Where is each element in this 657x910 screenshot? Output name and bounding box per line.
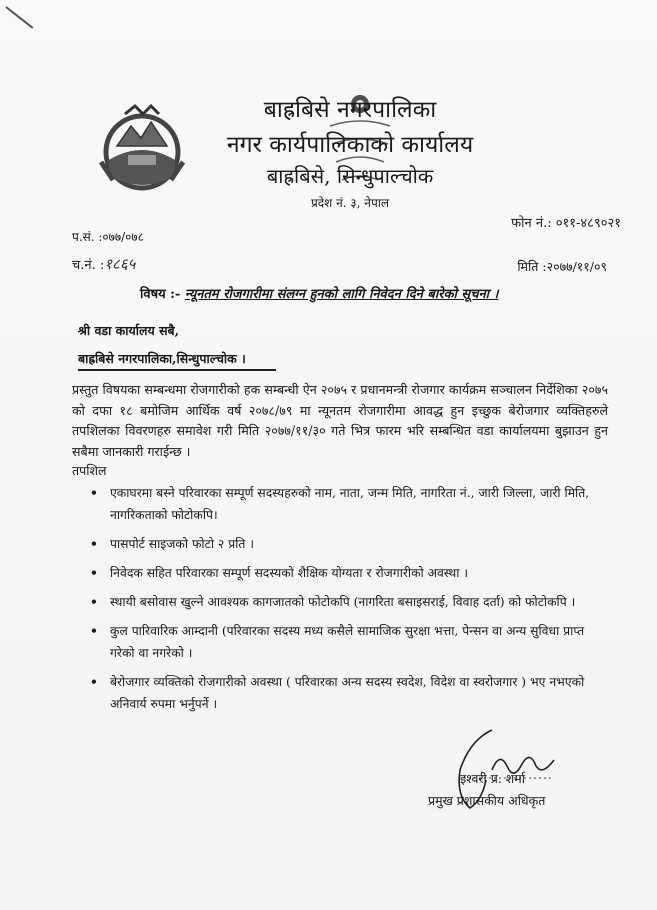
signatory-name: इश्वरी प्र. शर्मा (460, 771, 525, 786)
list-item (90, 620, 610, 664)
letter-date: मिति :२०७७/११/०९ (517, 259, 607, 274)
list-item-text: स्थायी बसोवास खुल्ने आवश्यक कागजातको फोटोकपि (नागरिता बसाइसराई, विवाह दर्ता) को फोटोकपि । (110, 595, 576, 609)
list-item (90, 482, 610, 526)
addressee-underline (78, 369, 276, 371)
reference-number: प.सं. :०७७/०७८ (72, 230, 144, 244)
phone-number: फोन नं.: ०११-४८९०२१ (511, 216, 621, 231)
bullet-icon: • (90, 674, 98, 689)
dispatch-number-value: १८६५ (104, 255, 136, 273)
scan-corner-mark (5, 6, 33, 29)
addressee-line1: श्री वडा कार्यालय सबै, (78, 323, 180, 338)
subject-line (140, 284, 498, 302)
bullet-icon: • (90, 594, 98, 609)
dispatch-number-label: च.नं. : (72, 258, 105, 273)
details-list (90, 482, 610, 722)
office-name-line1: बाह्रबिसे नगरपालिका (263, 97, 437, 123)
list-item-text: पासपोर्ट साइजको फोटो २ प्रति । (110, 537, 254, 551)
bullet-icon: • (90, 623, 98, 638)
list-item-text: कुल पारिवारिक आम्दानी (परिवारका सदस्य मध्य कसैले सामाजिक सुरक्षा भत्ता, पेन्सन वा अन्य सुविधा प्राप्त गरेको वा नगरेको । (110, 624, 585, 660)
list-item-text: निवेदक सहित परिवारका सम्पूर्ण सदस्यको शैक्षिक योग्यता र रोजगारीको अवस्था । (110, 566, 469, 580)
list-item (90, 533, 610, 555)
body-paragraph: प्रस्तुत विषयका सम्बन्धमा रोजगारीको हक सम्बन्धी ऐन २०७५ र प्रधानमन्त्री रोजगार कार्यक्रम सञ्चालन निर्देशिका २०७५ को दफा १८ बमोजिम आर्थिक वर्ष २०७८/७९ मा न्यूनतम रोजगारीमा आवद्ध हुन इच्छुक बेरोजगार व्यक्तिहरुले तपशिलका विवरणहरु समावेश गरी मिति २०७७/११/३० गते भित्र फारम भरि सम्बन्धित वडा कार्यालयमा बुझाउन हुन सबैमा जानकारी गराईन्छ । (72, 382, 608, 459)
bullet-icon: • (90, 485, 98, 500)
subject-label: विषय :- (140, 287, 181, 302)
office-province: प्रदेश नं. ३, नेपाल (310, 196, 390, 210)
list-item (90, 591, 610, 613)
signatory-title: प्रमुख प्रशासकीय अधिकृत (428, 793, 546, 808)
list-item (90, 671, 610, 715)
office-address: बाह्रबिसे, सिन्धुपाल्चोक (266, 164, 434, 188)
details-heading: तपशिल (72, 463, 107, 478)
bullet-icon: • (90, 536, 98, 551)
list-item-text: बेरोजगार व्यक्तिको रोजगारीको अवस्था ( परिवारका अन्य सदस्य स्वदेश, विदेश वा स्वरोजगार ) भए नभएको अनिवार्य रुपमा भर्नुपर्ने । (110, 675, 585, 711)
office-name-line2: नगर कार्यपालिकाको कार्यालय (226, 132, 474, 158)
addressee-line2: बाह्रबिसे नगरपालिका,सिन्धुपाल्चोक । (78, 351, 246, 366)
list-item (90, 562, 610, 584)
dispatch-number (72, 254, 135, 274)
bullet-icon: • (90, 565, 98, 580)
list-item-text: एकाघरमा बस्ने परिवारका सम्पूर्ण सदस्यहरुको नाम, नाता, जन्म मिति, नागरिता नं., जारी जिल्ला, जारी मिति, नागरिकताको फोटोकपि। (110, 486, 590, 522)
subject-text: न्यूनतम रोजगारीमा संलग्न हुनको लागि निवेदन दिने बारेको सूचना । (184, 287, 499, 302)
